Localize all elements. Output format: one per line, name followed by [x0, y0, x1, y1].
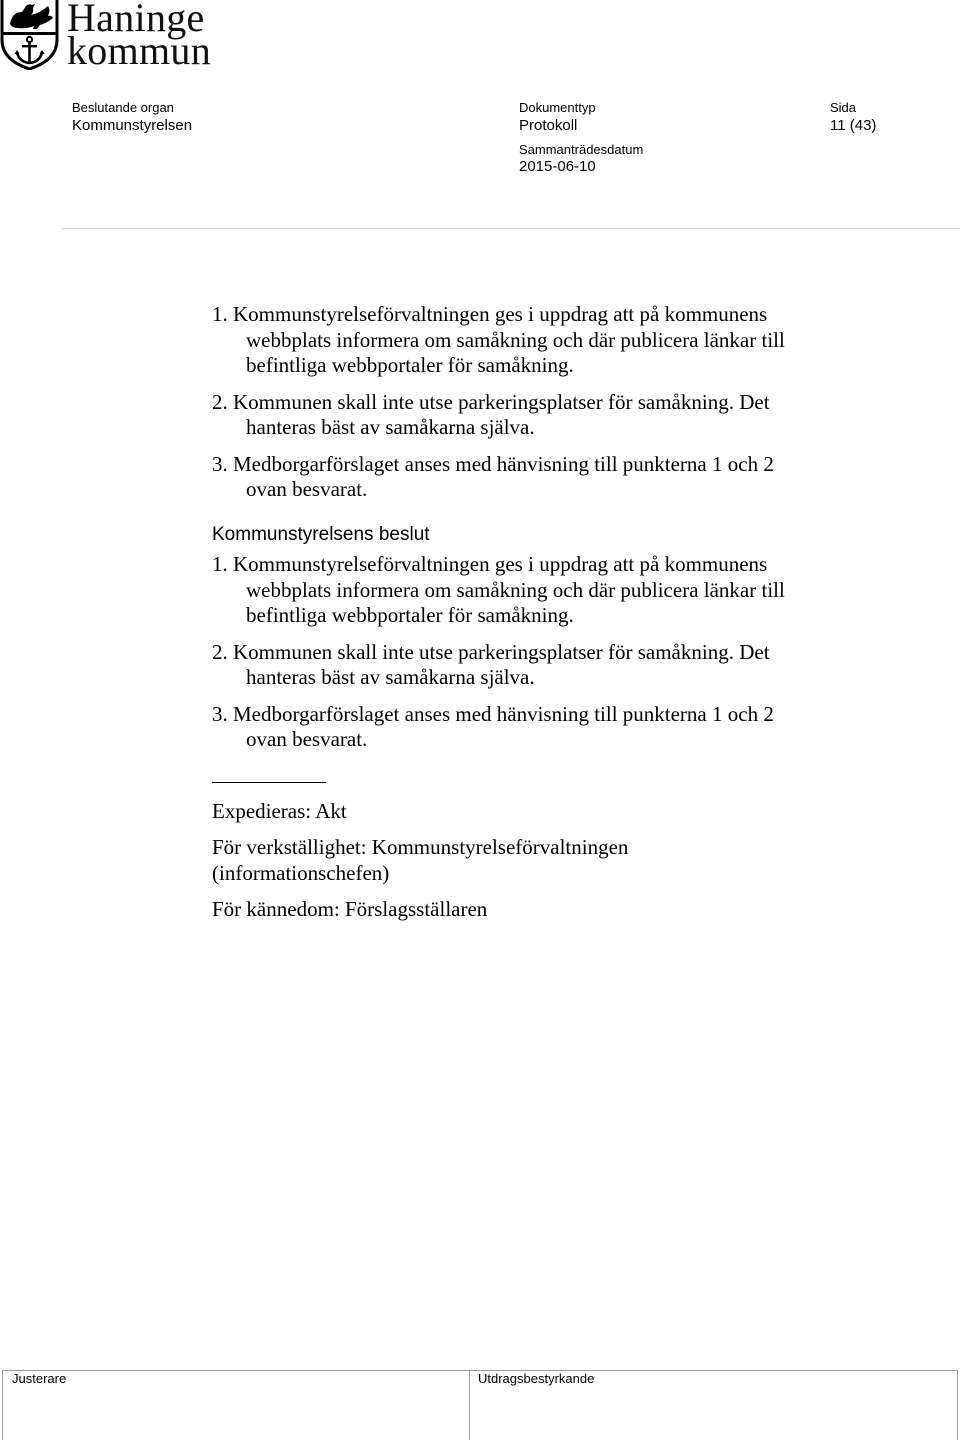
list-item-line: ovan besvarat. — [246, 477, 368, 501]
list-item-line: 2. Kommunen skall inte utse parkeringsplatser för samåkning. Det — [212, 389, 770, 414]
list-item — [212, 302, 785, 379]
header-divider — [62, 228, 960, 229]
logo-wordmark — [67, 0, 212, 73]
meeting-date-value: 2015-06-10 — [519, 158, 596, 175]
list-item-line: 3. Medborgarförslaget anses med hänvisning till punkterna 1 och 2 — [212, 701, 774, 726]
list-item-line: webbplats informera om samåkning och där publicera länkar till — [246, 327, 785, 352]
distribution-divider — [212, 782, 326, 783]
list-item-line: hanteras bäst av samåkarna själva. — [246, 415, 535, 439]
page-label: Sida — [830, 100, 857, 115]
decision-body-value: Kommunstyrelsen — [72, 117, 193, 134]
distribution-expedieras: Expedieras: Akt — [212, 799, 347, 823]
decision-body-label: Beslutande organ — [72, 100, 174, 115]
list-item-line: 1. Kommunstyrelseförvaltningen ges i uppdrag att på kommunens — [212, 552, 768, 576]
proposal-list — [212, 302, 785, 514]
logo-line-2: kommun — [67, 28, 212, 73]
distribution-kannedom: För kännedom: Förslagsställaren — [212, 897, 488, 921]
distribution-verkstallighet: För verkställighet: Kommunstyrelseförvaltningen — [212, 835, 629, 859]
document-type-label: Dokumenttyp — [519, 100, 596, 115]
list-item-line: befintliga webbportaler för samåkning. — [246, 603, 574, 627]
document-type-value: Protokoll — [519, 117, 578, 134]
list-item — [212, 640, 785, 691]
list-item-line: befintliga webbportaler för samåkning. — [246, 353, 574, 377]
distribution-verkstallighet-detail: (informationschefen) — [212, 861, 390, 885]
list-item-line: ovan besvarat. — [246, 727, 368, 751]
list-item-line: webbplats informera om samåkning och där publicera länkar till — [246, 577, 785, 602]
decision-list — [212, 552, 785, 764]
list-item — [212, 702, 785, 753]
meeting-date-label: Sammanträdesdatum — [519, 142, 644, 157]
list-item-line: 2. Kommunen skall inte utse parkeringsplatser för samåkning. Det — [212, 639, 770, 664]
page-number: 11 (43) — [830, 117, 877, 134]
list-item — [212, 452, 785, 503]
list-item — [212, 390, 785, 441]
adjuster-label: Justerare — [12, 1371, 67, 1386]
list-item — [212, 552, 785, 629]
list-item-line: 3. Medborgarförslaget anses med hänvisning till punkterna 1 och 2 — [212, 451, 774, 476]
certification-label: Utdragsbestyrkande — [478, 1371, 595, 1386]
logo-line-1: Haninge — [67, 0, 205, 40]
coat-of-arms-icon — [0, 0, 60, 70]
list-item-line: 1. Kommunstyrelseförvaltningen ges i uppdrag att på kommunens — [212, 302, 768, 326]
decision-heading: Kommunstyrelsens beslut — [212, 524, 430, 545]
footer-divider — [469, 1370, 470, 1440]
list-item-line: hanteras bäst av samåkarna själva. — [246, 665, 535, 689]
